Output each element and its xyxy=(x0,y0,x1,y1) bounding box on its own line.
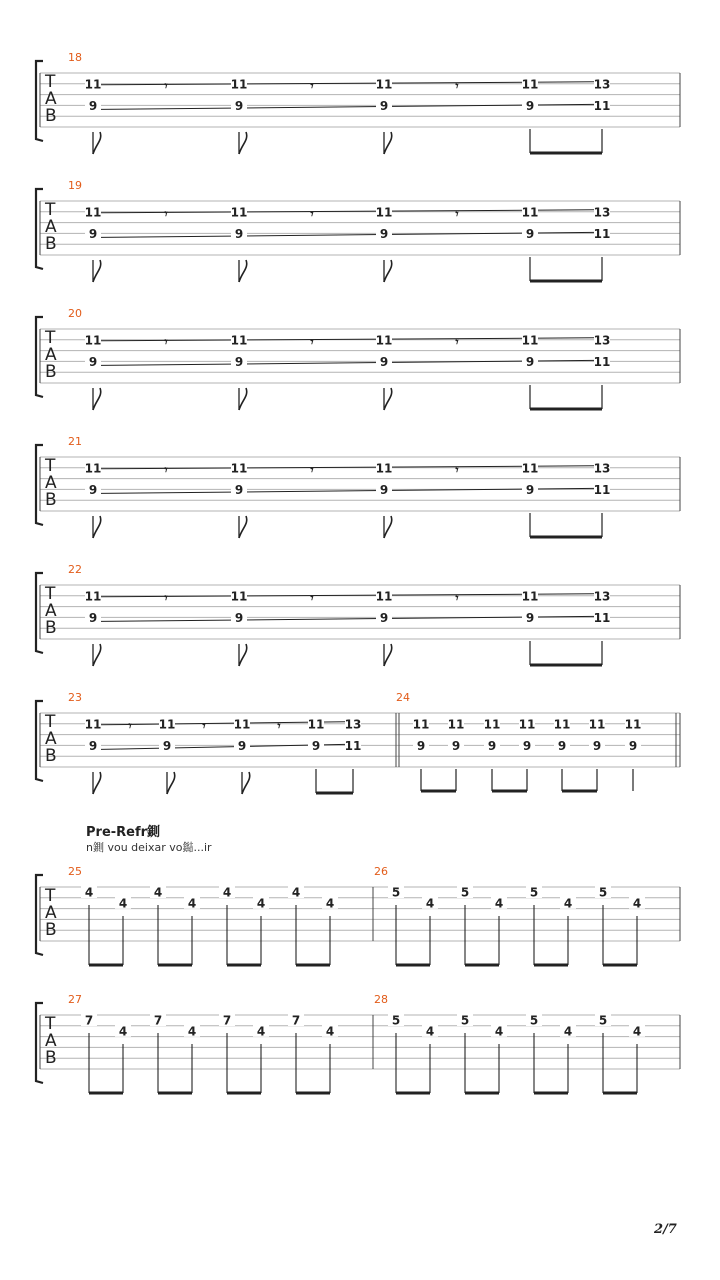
fret-number: 13 xyxy=(593,333,611,348)
fret-number: 11 xyxy=(521,461,539,476)
fret-number: 9 xyxy=(88,738,98,753)
fret-number: 11 xyxy=(521,333,539,348)
fret-number: 9 xyxy=(557,738,567,753)
note-flag xyxy=(239,388,247,410)
tab-clef-letter-a: A xyxy=(45,903,57,923)
fret-number: 11 xyxy=(624,717,642,732)
note-flag xyxy=(239,132,247,154)
fret-number: 5 xyxy=(460,885,470,900)
fret-number: 9 xyxy=(379,354,389,369)
fret-number: 4 xyxy=(325,896,335,911)
fret-number: 11 xyxy=(521,77,539,92)
fret-number: 9 xyxy=(88,98,98,113)
fret-number: 7 xyxy=(291,1013,301,1028)
fret-number: 9 xyxy=(234,482,244,497)
fret-number: 4 xyxy=(425,1024,435,1039)
fret-number: 11 xyxy=(375,333,393,348)
fret-number: 4 xyxy=(84,885,94,900)
fret-number: 9 xyxy=(379,226,389,241)
fret-number: 4 xyxy=(494,896,504,911)
fret-number: 4 xyxy=(632,1024,642,1039)
measure-number: 23 xyxy=(68,691,82,704)
fret-number: 5 xyxy=(391,1013,401,1028)
note-flag xyxy=(239,260,247,282)
note-flag xyxy=(384,644,392,666)
fret-number: 11 xyxy=(593,98,611,113)
fret-number: 11 xyxy=(158,717,176,732)
fret-number: 9 xyxy=(88,610,98,625)
eighth-rest: 𝄾 xyxy=(455,206,459,221)
tab-clef-letter-t: T xyxy=(45,200,56,220)
tab-clef-letter-b: B xyxy=(45,234,57,254)
fret-number: 11 xyxy=(593,610,611,625)
eighth-rest: 𝄾 xyxy=(310,590,314,605)
fret-number: 7 xyxy=(84,1013,94,1028)
tab-staff-2 xyxy=(36,179,680,282)
tab-clef-letter-t: T xyxy=(45,886,56,906)
tab-clef-letter-a: A xyxy=(45,729,57,749)
note-flag xyxy=(93,772,101,794)
fret-number: 7 xyxy=(153,1013,163,1028)
eighth-rest: 𝄾 xyxy=(128,718,132,733)
measure-number: 21 xyxy=(68,435,82,448)
fret-number: 11 xyxy=(447,717,465,732)
eighth-rest: 𝄾 xyxy=(310,206,314,221)
tab-clef-letter-t: T xyxy=(45,712,56,732)
tab-clef-letter-b: B xyxy=(45,1048,57,1068)
fret-number: 9 xyxy=(487,738,497,753)
eighth-rest: 𝄾 xyxy=(277,718,281,733)
fret-number: 7 xyxy=(222,1013,232,1028)
measure-number: 27 xyxy=(68,993,82,1006)
fret-number: 11 xyxy=(230,461,248,476)
fret-number: 11 xyxy=(588,717,606,732)
note-flag xyxy=(93,132,101,154)
fret-number: 11 xyxy=(84,717,102,732)
fret-number: 9 xyxy=(525,354,535,369)
tab-clef-letter-a: A xyxy=(45,473,57,493)
fret-number: 11 xyxy=(483,717,501,732)
fret-number: 4 xyxy=(187,1024,197,1039)
fret-number: 11 xyxy=(230,205,248,220)
fret-number: 9 xyxy=(234,610,244,625)
fret-number: 9 xyxy=(525,226,535,241)
tab-clef-letter-a: A xyxy=(45,217,57,237)
fret-number: 9 xyxy=(416,738,426,753)
tab-staff-3 xyxy=(36,307,680,410)
fret-number: 11 xyxy=(233,717,251,732)
tab-clef-letter-b: B xyxy=(45,490,57,510)
fret-number: 4 xyxy=(291,885,301,900)
eighth-rest: 𝄾 xyxy=(164,590,168,605)
tab-staff-6 xyxy=(36,691,680,794)
note-flag xyxy=(384,260,392,282)
page-number: 2/7 xyxy=(654,1222,677,1237)
measure-number: 20 xyxy=(68,307,82,320)
tab-clef-letter-a: A xyxy=(45,345,57,365)
fret-number: 9 xyxy=(88,482,98,497)
fret-number: 11 xyxy=(84,77,102,92)
tab-staff-1 xyxy=(36,51,680,154)
tab-clef-letter-t: T xyxy=(45,72,56,92)
tab-staff-8 xyxy=(36,993,680,1093)
fret-number: 11 xyxy=(84,461,102,476)
measure-number: 18 xyxy=(68,51,82,64)
fret-number: 11 xyxy=(375,589,393,604)
measure-number: 24 xyxy=(396,691,410,704)
eighth-rest: 𝄾 xyxy=(455,334,459,349)
fret-number: 4 xyxy=(563,1024,573,1039)
tab-clef-letter-a: A xyxy=(45,89,57,109)
fret-number: 5 xyxy=(529,1013,539,1028)
tab-clef-letter-t: T xyxy=(45,1014,56,1034)
measure-number: 19 xyxy=(68,179,82,192)
fret-number: 4 xyxy=(187,896,197,911)
fret-number: 13 xyxy=(344,717,362,732)
fret-number: 11 xyxy=(230,333,248,348)
note-flag xyxy=(93,388,101,410)
eighth-rest: 𝄾 xyxy=(164,78,168,93)
fret-number: 11 xyxy=(593,226,611,241)
note-flag xyxy=(93,644,101,666)
eighth-rest: 𝄾 xyxy=(310,334,314,349)
fret-number: 13 xyxy=(593,589,611,604)
measure-number: 25 xyxy=(68,865,82,878)
fret-number: 5 xyxy=(598,1013,608,1028)
fret-number: 11 xyxy=(375,205,393,220)
tab-clef-letter-b: B xyxy=(45,746,57,766)
measure-number: 28 xyxy=(374,993,388,1006)
note-flag xyxy=(242,772,250,794)
fret-number: 4 xyxy=(118,896,128,911)
fret-number: 5 xyxy=(598,885,608,900)
fret-number: 9 xyxy=(525,98,535,113)
fret-number: 5 xyxy=(460,1013,470,1028)
eighth-rest: 𝄾 xyxy=(164,334,168,349)
eighth-rest: 𝄾 xyxy=(164,206,168,221)
fret-number: 11 xyxy=(344,738,362,753)
fret-number: 9 xyxy=(234,98,244,113)
fret-number: 9 xyxy=(311,738,321,753)
fret-number: 11 xyxy=(593,482,611,497)
note-flag xyxy=(93,260,101,282)
tab-clef-letter-t: T xyxy=(45,456,56,476)
fret-number: 9 xyxy=(379,610,389,625)
fret-number: 9 xyxy=(522,738,532,753)
note-flag xyxy=(384,388,392,410)
lyric-line: n鍘 vou deixar vo鐑...ir xyxy=(86,841,212,854)
fret-number: 9 xyxy=(234,226,244,241)
measure-number: 22 xyxy=(68,563,82,576)
eighth-rest: 𝄾 xyxy=(310,78,314,93)
eighth-rest: 𝄾 xyxy=(164,462,168,477)
fret-number: 11 xyxy=(593,354,611,369)
note-flag xyxy=(167,772,175,794)
fret-number: 9 xyxy=(237,738,247,753)
note-flag xyxy=(93,516,101,538)
fret-number: 9 xyxy=(162,738,172,753)
eighth-rest: 𝄾 xyxy=(455,462,459,477)
note-flag xyxy=(384,516,392,538)
fret-number: 13 xyxy=(593,205,611,220)
fret-number: 13 xyxy=(593,461,611,476)
fret-number: 9 xyxy=(234,354,244,369)
fret-number: 5 xyxy=(529,885,539,900)
fret-number: 4 xyxy=(325,1024,335,1039)
fret-number: 11 xyxy=(375,461,393,476)
tab-clef-letter-b: B xyxy=(45,362,57,382)
tab-clef-letter-a: A xyxy=(45,1031,57,1051)
tab-clef-letter-b: B xyxy=(45,618,57,638)
fret-number: 4 xyxy=(563,896,573,911)
note-flag xyxy=(239,644,247,666)
fret-number: 9 xyxy=(379,482,389,497)
fret-number: 11 xyxy=(375,77,393,92)
fret-number: 9 xyxy=(88,226,98,241)
fret-number: 11 xyxy=(412,717,430,732)
fret-number: 9 xyxy=(525,610,535,625)
fret-number: 11 xyxy=(84,333,102,348)
tab-clef-letter-t: T xyxy=(45,584,56,604)
measure-number: 26 xyxy=(374,865,388,878)
fret-number: 9 xyxy=(628,738,638,753)
eighth-rest: 𝄾 xyxy=(202,718,206,733)
tab-clef-letter-t: T xyxy=(45,328,56,348)
fret-number: 4 xyxy=(425,896,435,911)
fret-number: 9 xyxy=(592,738,602,753)
fret-number: 4 xyxy=(222,885,232,900)
tab-clef-letter-b: B xyxy=(45,920,57,940)
fret-number: 11 xyxy=(307,717,325,732)
fret-number: 4 xyxy=(256,896,266,911)
fret-number: 11 xyxy=(230,77,248,92)
fret-number: 9 xyxy=(88,354,98,369)
fret-number: 11 xyxy=(84,589,102,604)
fret-number: 11 xyxy=(84,205,102,220)
fret-number: 11 xyxy=(230,589,248,604)
eighth-rest: 𝄾 xyxy=(455,590,459,605)
note-flag xyxy=(239,516,247,538)
tab-clef-letter-b: B xyxy=(45,106,57,126)
fret-number: 9 xyxy=(451,738,461,753)
fret-number: 11 xyxy=(521,589,539,604)
fret-number: 4 xyxy=(153,885,163,900)
tab-staff-7 xyxy=(36,865,680,965)
fret-number: 5 xyxy=(391,885,401,900)
fret-number: 9 xyxy=(379,98,389,113)
fret-number: 11 xyxy=(553,717,571,732)
note-flag xyxy=(384,132,392,154)
tab-clef-letter-a: A xyxy=(45,601,57,621)
eighth-rest: 𝄾 xyxy=(310,462,314,477)
fret-number: 4 xyxy=(632,896,642,911)
fret-number: 11 xyxy=(521,205,539,220)
fret-number: 13 xyxy=(593,77,611,92)
tab-staff-4 xyxy=(36,435,680,538)
fret-number: 4 xyxy=(494,1024,504,1039)
tab-staff-5 xyxy=(36,563,680,666)
fret-number: 9 xyxy=(525,482,535,497)
eighth-rest: 𝄾 xyxy=(455,78,459,93)
fret-number: 4 xyxy=(256,1024,266,1039)
section-title: Pre-Refr鍘 xyxy=(86,825,161,840)
fret-number: 11 xyxy=(518,717,536,732)
fret-number: 4 xyxy=(118,1024,128,1039)
